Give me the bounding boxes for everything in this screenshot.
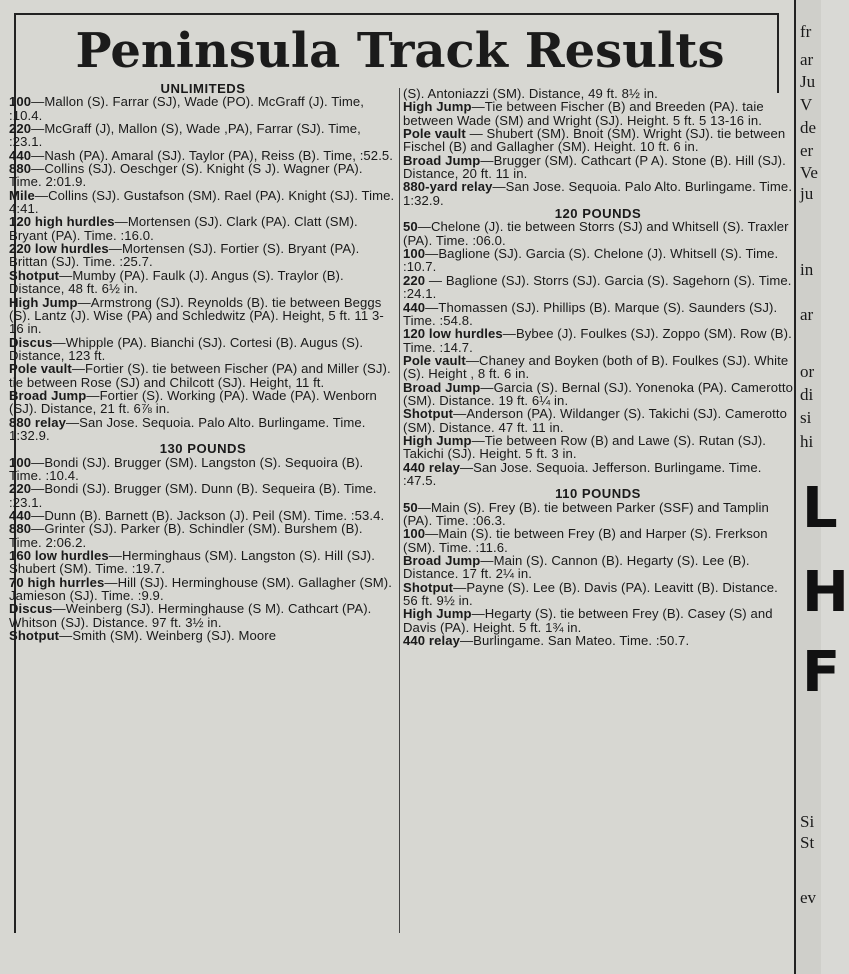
result-entry [9,122,397,149]
adjacent-text-fragment: de [800,118,817,137]
adjacent-text-fragment: er [800,141,814,160]
result-text: —Mortensen (SJ). Fortier (S). Bryant (PA). Brittan (SJ). Time. :25.7. [9,241,360,270]
result-entry [9,522,397,549]
result-text: —Smith (SM). Weinberg (SJ). Moore [59,628,277,644]
event-name: High Jump [403,432,472,448]
result-text: — Baglione (SJ). Storrs (SJ). Garcia (S). Sagehorn (S). Time. :24.1. [403,272,792,302]
event-name: Discus [9,601,53,617]
result-entry [403,607,793,634]
result-text: —Mortensen (SJ). Clark (PA). Clatt (SM). Bryant (PA). Time. :16.0. [9,214,358,243]
result-entry [9,95,397,122]
result-entry [9,602,397,629]
adjacent-text-fragment: V [800,95,813,114]
event-name: Shotput [403,579,454,595]
result-entry [403,154,793,181]
result-entry [9,242,397,269]
result-entry [403,501,793,528]
adjacent-text-fragment: H [802,560,849,625]
result-text: —Payne (S). Lee (B). Davis (PA). Leavitt (B). Distance. 56 ft. 9½ in. [403,579,778,609]
result-entry [9,416,397,443]
right-column [403,87,793,647]
event-name: 50 [403,219,418,235]
result-text: —Collins (SJ). Gustafson (SM). Rael (PA). Knight (SJ). Time. 4:41. [9,187,395,217]
result-text: —Thomassen (SJ). Phillips (B). Marque (S). Saunders (SJ). Time. :54.8. [403,299,778,328]
result-entry [9,482,397,509]
result-entry [403,381,793,408]
event-name: 100 [403,526,426,542]
result-text: —Dunn (B). Barnett (B). Jackson (J). Peil (SM). Time. :53.4. [31,508,385,523]
result-entry [403,220,793,247]
event-name: 440 [9,508,32,523]
event-name: 220 low hurdles [9,241,109,257]
adjacent-text-fragment: ju [800,184,814,203]
event-name: Shotput [9,267,60,283]
event-name: 440 relay [403,633,460,649]
result-entry [9,296,397,336]
event-name: 70 high hurrles [9,574,105,590]
result-text: —Fortier (S). Working (PA). Wade (PA). Wenborn (SJ). Distance, 21 ft. 6⅞ in. [9,387,377,417]
event-name: High Jump [9,294,78,310]
event-name: 120 low hurdles [403,326,503,342]
result-entry [9,336,397,363]
result-text: —Bondi (SJ). Brugger (SM). Dunn (B). Sequeira (B). Time. :23.1. [9,481,377,510]
result-text: —Tie between Row (B) and Lawe (S). Rutan (SJ). Takichi (SJ). Height. 5 ft. 3 in. [403,432,767,462]
adjacent-text-fragment: Ve [800,163,818,182]
result-text: —Grinter (SJ). Parker (B). Schindler (SM). Burshem (B). Time. 2:06.2. [9,521,363,550]
event-name: 440 [403,299,426,315]
event-name: Shotput [403,406,454,422]
event-name: High Jump [403,606,472,622]
event-name: 880-yard relay [403,179,493,195]
event-name: High Jump [403,99,472,115]
result-text: —Armstrong (SJ). Reynolds (B). tie between Beggs (S). Lantz (J). Wise (PA) and Schledwitz (PA). Height, 5 ft. 11 3-16 in. [9,294,384,337]
result-text: —Main (S). tie between Frey (B) and Harper (S). Frerkson (SM). Time. :11.6. [403,526,768,555]
section-heading: 110 POUNDS [555,486,641,502]
event-name: 50 [403,499,418,515]
event-name: Broad Jump [9,387,87,403]
result-entry [403,180,793,207]
event-name: Broad Jump [403,379,481,395]
event-name: Mile [9,187,35,203]
adjacent-text-fragment: St [800,833,815,852]
adjacent-text-fragment: ar [800,305,814,324]
event-name: 100 [9,94,32,110]
adjacent-text-fragment: fr [800,22,812,41]
event-name: 880 [9,161,32,177]
result-text: —Nash (PA). Amaral (SJ). Taylor (PA), Reiss (B). Time, :52.5. [31,147,394,163]
event-name: 100 [9,454,32,470]
result-text: —Hegarty (S). tie between Frey (B). Casey (S) and Davis (PA). Height. 5 ft. 1¾ in. [403,606,773,635]
left-column [9,82,397,642]
result-entry [9,509,397,522]
result-text: (S). Antoniazzi (SM). Distance, 49 ft. 8½ in. [403,86,658,101]
result-text: —Hill (SJ). Herminghouse (SM). Gallagher (SM). Jamieson (SJ). Time. :9.9. [9,574,393,604]
result-entry [9,149,397,162]
event-name: 880 [9,521,32,537]
result-entry [9,215,397,242]
event-name: 100 [403,246,426,262]
result-text: —Fortier (S). tie between Fischer (PA) and Miller (SJ). tie between Rose (SJ) and Chilcott (SJ). Height, 11 ft. [9,361,391,390]
event-name: 120 high hurdles [9,214,115,230]
result-entry [403,127,793,154]
adjacent-text-fragment: or [800,362,815,381]
result-text: —Collins (SJ). Oeschger (S). Knight (S J). Wagner (PA). Time. 2:01.9. [9,161,363,190]
adjacent-text-fragment: ev [800,888,817,907]
result-entry [403,527,793,554]
result-entry [403,274,793,301]
border-top [14,13,779,15]
headline: Peninsula Track Results [75,23,725,79]
result-text: —Weinberg (SJ). Herminghause (S M). Cathcart (PA). Whitson (SJ). Distance. 97 ft. 3½ in. [9,601,372,630]
result-entry [403,301,793,328]
result-entry [403,434,793,461]
result-text: —Herminghaus (SM). Langston (S). Hill (SJ). Shubert (SM). Time. :19.7. [9,548,375,577]
section-heading: 130 POUNDS [159,441,247,457]
result-entry [9,162,397,189]
result-text: —McGraff (J), Mallon (S), Wade ,PA), Farrar (SJ). Time, :23.1. [9,121,361,150]
result-text: —Mumby (PA). Faulk (J). Angus (S). Traylor (B). Distance, 48 ft. 6½ in. [9,267,344,297]
adjacent-text-fragment: in [800,260,814,279]
result-text: —Burlingame. San Mateo. Time. :50.7. [459,633,690,649]
event-name: Broad Jump [403,553,481,569]
adjacent-text-fragment: ar [800,50,814,69]
result-entry [403,247,793,274]
result-entry [9,189,397,216]
result-text: —Mallon (S). Farrar (SJ), Wade (PO). McGraff (J). Time, :10.4. [9,94,365,123]
result-entry [9,576,397,603]
result-text: —San Jose. Sequoia. Jefferson. Burlingame. Time. :47.5. [403,459,762,488]
event-name: Pole vault [403,126,466,142]
result-entry [403,581,793,608]
result-text: —Main (S). Cannon (B). Hegarty (S). Lee (B). Distance. 17 ft. 2¼ in. [403,553,750,582]
result-entry [9,362,397,389]
result-text: —San Jose. Sequoia. Palo Alto. Burlingame. Time. 1:32.9. [9,414,366,443]
result-text: —Brugger (SM). Cathcart (P A). Stone (B). Hill (SJ). Distance, 20 ft. 11 in. [403,152,786,182]
event-name: 440 [9,147,32,163]
result-text: —Chelone (J). tie between Storrs (SJ) and Whitsell (S). Traxler (PA). Time. :06.0. [403,219,789,248]
adjacent-text-fragment: Ju [800,72,816,91]
result-text: —Bybee (J). Foulkes (SJ). Zoppo (SM). Row (B). Time. :14.7. [403,326,792,355]
result-text: —Tie between Fischer (B) and Breeden (PA). taie between Wade (SM) and Wright (SJ). Height. 5 ft. 5 13-16 in. [403,99,764,128]
result-text: —Whipple (PA). Bianchi (SJ). Cortesi (B). Augus (S). Distance, 123 ft. [9,334,364,363]
result-entry [9,389,397,416]
adjacent-text-fragment: hi [800,432,814,451]
result-text: —Anderson (PA). Wildanger (S). Takichi (SJ). Camerotto (SM). Distance. 47 ft. 11 in. [403,406,787,435]
result-entry [9,549,397,576]
event-name: Pole vault [9,361,72,377]
event-name: 440 relay [403,459,460,475]
adjacent-text-fragment: Si [800,812,815,831]
result-entry [403,100,793,127]
column-divider [399,88,400,933]
event-name: 220 [9,481,32,497]
event-name: 220 [9,121,32,137]
adjacent-text-fragment: di [800,385,814,404]
result-text: —Garcia (S). Bernal (SJ). Yonenoka (PA). Camerotto (SM). Distance. 19 ft. 6¼ in. [403,379,793,408]
result-text: —Baglione (SJ). Garcia (S). Chelone (J). Whitsell (S). Time. :10.7. [403,246,779,275]
result-entry [9,629,397,642]
event-name: 160 low hurdles [9,548,109,564]
result-text: —Main (S). Frey (B). tie between Parker (SSF) and Tamplin (PA). Time. :06.3. [403,499,769,528]
adjacent-text-fragment: L [802,476,838,541]
result-entry [403,87,793,100]
event-name: Shotput [9,628,60,644]
event-name: 220 [403,272,426,288]
result-entry [403,461,793,488]
adjacent-text-fragment: F [802,640,841,705]
result-text: —Chaney and Boyken (both of B). Foulkes (SJ). White (S). Height , 8 ft. 6 in. [403,352,789,382]
event-name: 880 relay [9,414,66,430]
section-heading: 120 POUNDS [554,206,642,222]
result-entry [403,634,793,647]
result-text: —Bondi (SJ). Brugger (SM). Langston (S). Sequoira (B). Time. :10.4. [9,454,364,483]
result-text: — Shubert (SM). Bnoit (SM). Wright (SJ). tie between Fischel (B) and Gallagher (SM). Height. 10 ft. 6 in. [403,126,786,155]
result-entry [403,554,793,581]
border-right [777,13,779,93]
event-name: Discus [9,334,53,350]
section-heading: UNLIMITEDS [160,81,246,96]
result-entry [403,354,793,381]
event-name: Broad Jump [403,152,481,168]
result-entry [9,269,397,296]
event-name: Pole vault [403,352,466,368]
result-text: —San Jose. Sequoia. Palo Alto. Burlingame. Time. 1:32.9. [403,179,793,208]
result-entry [403,407,793,434]
adjacent-text-fragment: si [800,408,812,427]
result-entry [403,327,793,354]
result-entry [9,456,397,483]
